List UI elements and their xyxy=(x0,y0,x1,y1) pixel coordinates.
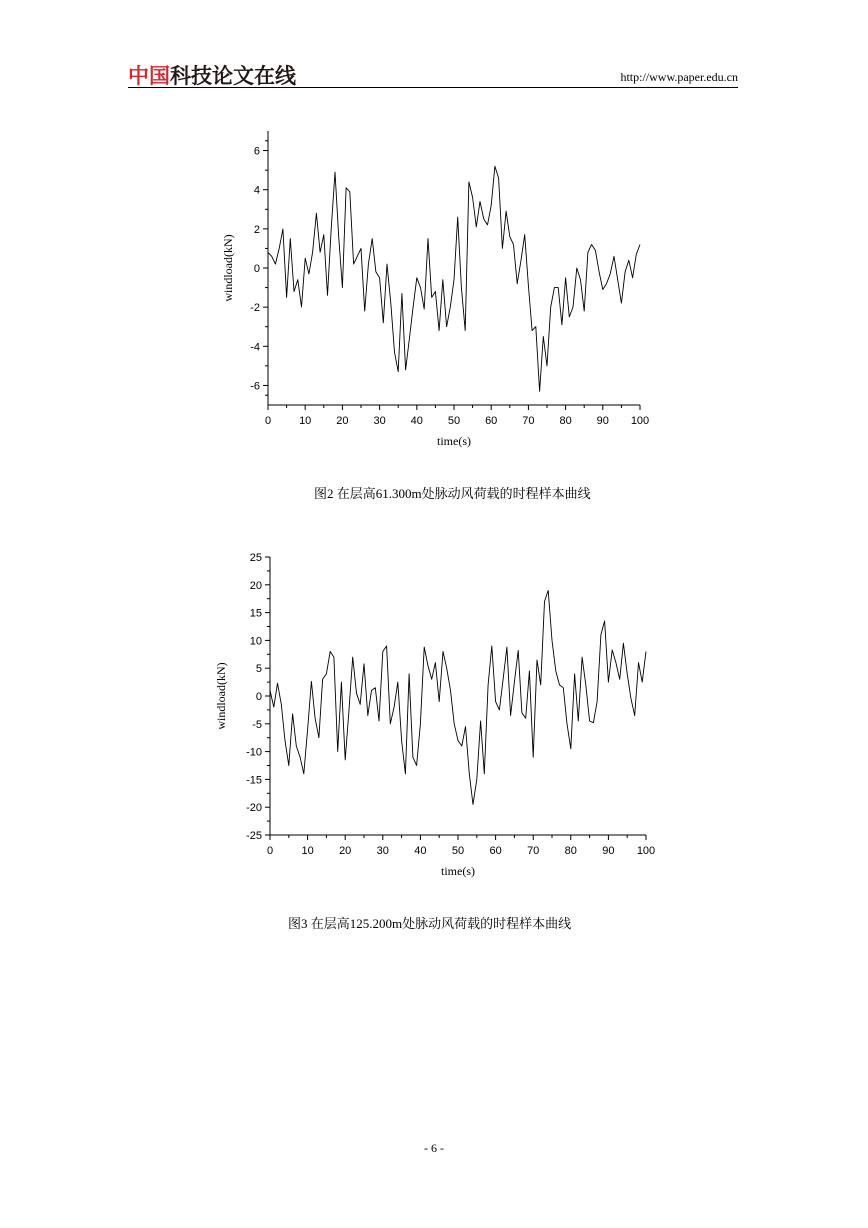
chart2-x-tick-label: 70 xyxy=(527,845,540,857)
chart1-x-tick-label: 50 xyxy=(447,415,461,427)
chart1-y-tick-label: 4 xyxy=(253,184,260,197)
logo-text-dark: 科技论文在线 xyxy=(170,64,296,88)
chart1-x-tick-label: 100 xyxy=(630,415,650,427)
chart1-x-tick-label: 20 xyxy=(336,415,349,427)
chart1-x-tick-label: 30 xyxy=(373,415,386,427)
chart2-y-tick-label: -5 xyxy=(252,718,262,731)
page-header xyxy=(128,58,738,88)
chart2-y-tick-label: 0 xyxy=(255,691,262,703)
chart1-y-tick-label: 6 xyxy=(253,145,260,158)
chart2-series-line-0 xyxy=(270,590,646,804)
header-divider xyxy=(128,87,738,88)
chart2-y-tick-label: 5 xyxy=(255,663,262,676)
chart2-x-tick-label: 60 xyxy=(489,845,502,857)
chart2-x-tick-label: 50 xyxy=(451,845,465,857)
chart2-y-tick-label: 25 xyxy=(249,552,262,564)
chart2-y-tick-label: 15 xyxy=(249,607,262,620)
chart2-y-tick-label: -10 xyxy=(246,746,262,759)
chart2-x-tick-label: 30 xyxy=(376,845,389,857)
chart1-y-tick-label: -4 xyxy=(250,341,260,354)
chart1-x-tick-label: 70 xyxy=(522,415,535,427)
chart2-x-tick-label: 90 xyxy=(602,845,615,857)
chart2-x-tick-label: 80 xyxy=(564,845,577,857)
chart2-y-tick-label: -25 xyxy=(246,830,262,842)
chart1-x-axis-title: time(s) xyxy=(437,434,471,448)
figure-2-chart xyxy=(200,118,680,456)
chart2-y-tick-label: 20 xyxy=(249,579,262,592)
chart1-y-tick-label: 0 xyxy=(253,263,260,275)
chart2-x-tick-label: 100 xyxy=(636,845,656,857)
figure-2-caption: 图2 在层高61.300m处脉动风荷载的时程样本曲线 xyxy=(314,486,591,501)
chart1-x-tick-label: 80 xyxy=(559,415,572,427)
chart1-x-tick-label: 90 xyxy=(596,415,609,427)
chart2-x-tick-label: 0 xyxy=(266,845,274,857)
chart1-y-tick-label: 2 xyxy=(253,223,260,236)
page-number: - 6 - xyxy=(424,1141,444,1155)
chart1-y-tick-label: -6 xyxy=(250,380,260,393)
site-url[interactable]: http://www.paper.edu.cn xyxy=(620,70,738,84)
chart2-y-tick-label: -20 xyxy=(246,802,262,815)
chart1-x-tick-label: 0 xyxy=(264,415,272,427)
figure-2-svg xyxy=(200,118,680,456)
chart2-x-tick-label: 20 xyxy=(339,845,352,857)
chart2-x-tick-label: 10 xyxy=(301,845,314,857)
chart2-y-tick-label: -15 xyxy=(246,774,262,787)
chart1-x-tick-label: 60 xyxy=(485,415,498,427)
chart2-x-tick-label: 40 xyxy=(414,845,427,857)
logo-text-red: 中国 xyxy=(128,64,170,88)
figure-3-caption: 图3 在层高125.200m处脉动风荷载的时程样本曲线 xyxy=(288,916,572,931)
figure-3-svg xyxy=(200,546,680,886)
chart1-y-tick-label: -2 xyxy=(250,302,260,315)
chart2-x-axis-title: time(s) xyxy=(441,864,475,878)
figure-3-chart xyxy=(200,546,680,886)
chart1-y-axis-title: windload(kN) xyxy=(221,234,235,302)
chart2-y-axis-title: windload(kN) xyxy=(214,662,228,730)
site-logo xyxy=(128,60,296,90)
chart1-series-line-0 xyxy=(268,166,640,391)
chart1-x-tick-label: 10 xyxy=(299,415,312,427)
chart1-x-tick-label: 40 xyxy=(410,415,423,427)
chart2-y-tick-label: 10 xyxy=(249,635,262,648)
